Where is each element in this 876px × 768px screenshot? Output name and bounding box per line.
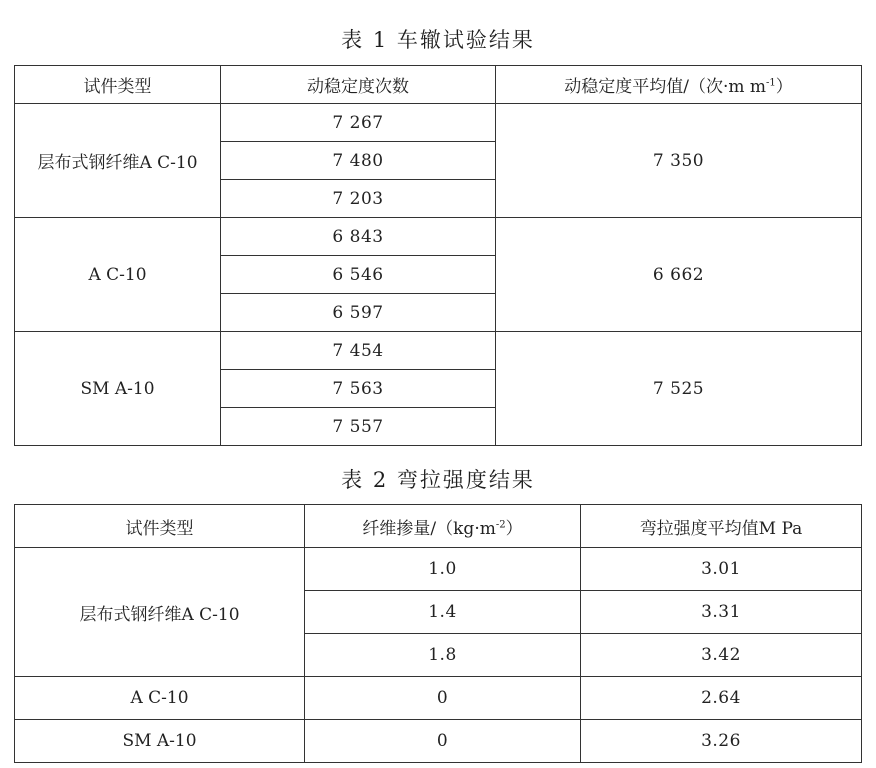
- value-cell: 7 267: [221, 104, 496, 142]
- value-cell: 7 480: [221, 142, 496, 180]
- value-cell: 7 203: [221, 180, 496, 218]
- specimen-type-cell: SM A-10: [15, 332, 221, 446]
- specimen-type-cell: 层布式钢纤维A C-10: [15, 548, 305, 677]
- table-row: [15, 548, 862, 591]
- value-cell: 7 454: [221, 332, 496, 370]
- table-header-row: [15, 66, 862, 104]
- strength-cell: 3.31: [581, 591, 862, 634]
- table1-caption: 表 1 车辙试验结果: [341, 28, 535, 52]
- strength-cell: 2.64: [581, 677, 862, 720]
- dosage-cell: 0: [305, 677, 581, 720]
- header-fiber-dosage: 纤维掺量$/(kg\cdot m^{-2})$: [305, 505, 581, 548]
- value-cell: 7 557: [221, 408, 496, 446]
- specimen-type-cell: SM A-10: [15, 720, 305, 763]
- strength-cell: 3.26: [581, 720, 862, 763]
- rutting-test-table: [14, 65, 862, 446]
- flexural-strength-table: [14, 504, 862, 763]
- header-flexural-strength: 弯拉强度平均值M Pa: [581, 505, 862, 548]
- value-cell: 7 563: [221, 370, 496, 408]
- average-cell: 6 662: [496, 218, 862, 332]
- header-specimen-type: 试件类型: [15, 505, 305, 548]
- dosage-cell: 1.0: [305, 548, 581, 591]
- table-row: [15, 720, 862, 763]
- table-row: [15, 332, 862, 370]
- table-row: [15, 104, 862, 142]
- table2-caption: 表 2 弯拉强度结果: [341, 468, 535, 492]
- specimen-type-cell: A C-10: [15, 218, 221, 332]
- table-row: [15, 218, 862, 256]
- dosage-cell: 1.4: [305, 591, 581, 634]
- value-cell: 6 843: [221, 218, 496, 256]
- table-header-row: [15, 505, 862, 548]
- specimen-type-cell: A C-10: [15, 677, 305, 720]
- value-cell: 6 546: [221, 256, 496, 294]
- dosage-cell: 0: [305, 720, 581, 763]
- strength-cell: 3.42: [581, 634, 862, 677]
- header-dynamic-stability: 动稳定度次数: [221, 66, 496, 104]
- average-cell: 7 525: [496, 332, 862, 446]
- table-row: [15, 677, 862, 720]
- value-cell: 6 597: [221, 294, 496, 332]
- header-specimen-type: 试件类型: [15, 66, 221, 104]
- dosage-cell: 1.8: [305, 634, 581, 677]
- specimen-type-cell: 层布式钢纤维A C-10: [15, 104, 221, 218]
- strength-cell: 3.01: [581, 548, 862, 591]
- average-cell: 7 350: [496, 104, 862, 218]
- header-dynamic-stability-average: 动稳定度平均值/（次·m $m^{-1}$）: [496, 66, 862, 104]
